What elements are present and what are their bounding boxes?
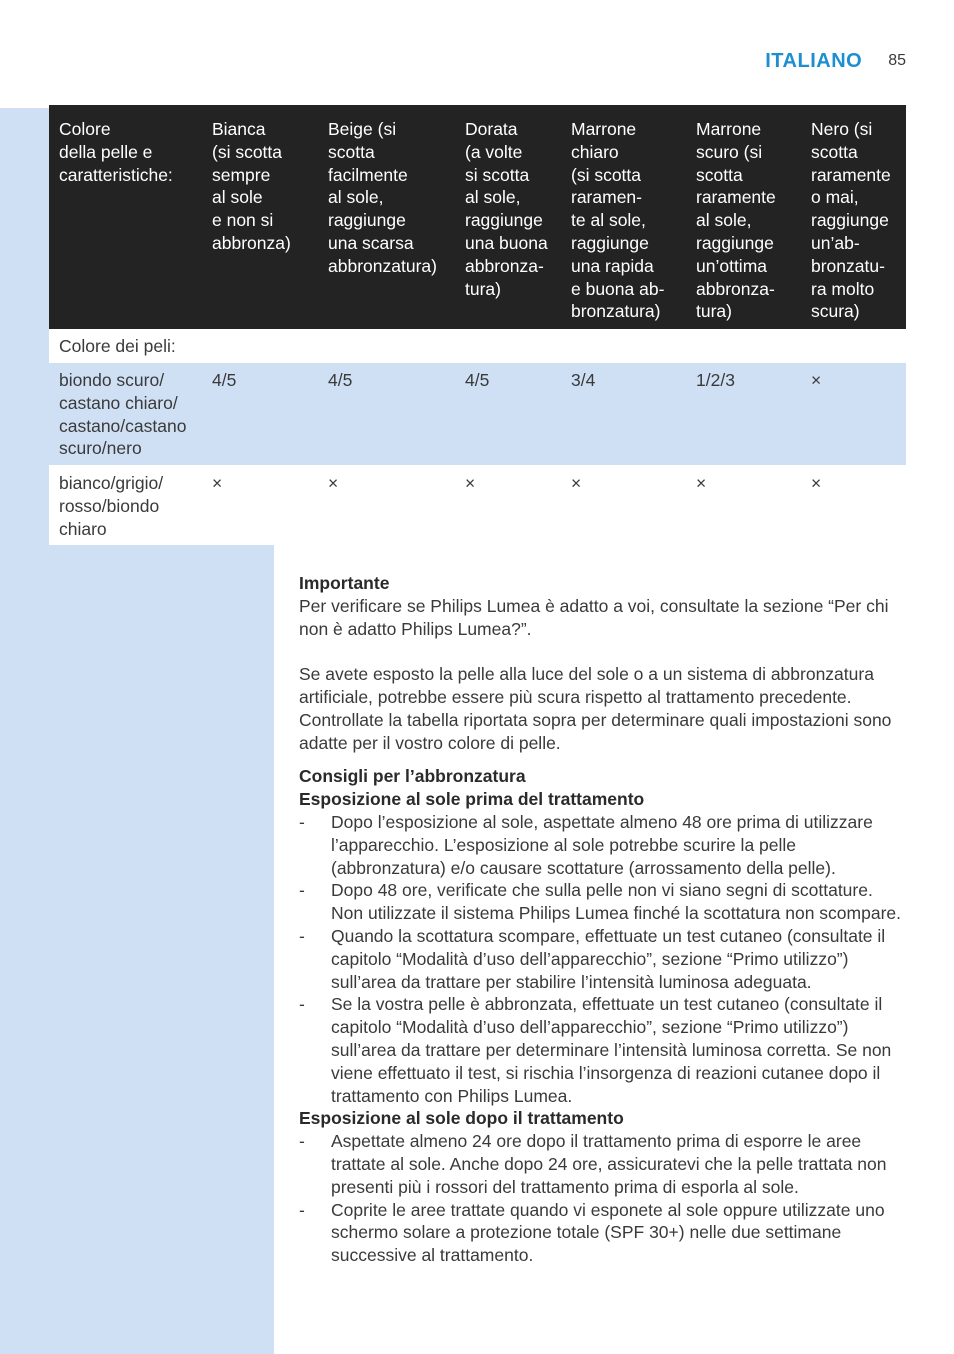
dash-bullet: -	[299, 1131, 305, 1152]
list-item-text: Aspettate almeno 24 ore dopo il trattamento prima di esporre le aree trattate al sole. Anche dopo 24 ore, assicuratevi che la pelle trattata non presenti più i rossori del trattamento prima di esporla al sole.	[331, 1131, 887, 1197]
header-cell-light-brown: Marrone chiaro (si scotta raramen- te al sole, raggiunge una rapida e buona ab- bronzatura)	[571, 119, 665, 322]
after-treatment-heading: Esposizione al sole dopo il trattamento	[299, 1108, 624, 1129]
header-cell-beige: Beige (si scotta facilmente al sole, raggiunge una scarsa abbronzatura)	[328, 119, 437, 276]
list-item	[299, 1130, 909, 1198]
table-cell: 4/5	[465, 370, 490, 390]
tanning-tips-heading: Consigli per l’abbronzatura	[299, 766, 526, 787]
list-item	[299, 811, 909, 879]
table-cell: 1/2/3	[696, 370, 735, 390]
table-cell: 3/4	[571, 370, 596, 390]
table-header-row	[49, 105, 906, 329]
table-cell: ×	[811, 370, 822, 390]
header-cell-white: Bianca (si scotta sempre al sole e non si abbronza)	[212, 119, 291, 253]
table-row	[49, 465, 906, 545]
language-label: ITALIANO	[765, 49, 863, 72]
important-paragraph-1: Per verificare se Philips Lumea è adatto a voi, consultate la sezione “Per chi non è adatto Philips Lumea?”.	[299, 595, 889, 639]
skin-hair-table	[49, 105, 906, 545]
important-heading: Importante	[299, 573, 390, 593]
table-cell: biondo scuro/ castano chiaro/ castano/castano scuro/nero	[59, 370, 187, 459]
important-paragraph-2: Se avete esposto la pelle alla luce del sole o a un sistema di abbronzatura artificiale, potrebbe essere più scura rispetto al trattamento precedente. Controllate la tabella riportata sopra per determinare quali impostazioni sono adatte per il vostro colore di pelle.	[299, 664, 892, 753]
list-item	[299, 925, 909, 993]
dash-bullet: -	[299, 925, 305, 946]
table-cell: ×	[696, 473, 707, 493]
table-cell: ×	[465, 473, 476, 493]
dash-bullet: -	[299, 880, 305, 901]
table-subheader-row	[49, 329, 906, 363]
page-number: 85	[888, 52, 906, 69]
table-row	[49, 363, 906, 465]
header-cell-black: Nero (si scotta raramente o mai, raggiunge un’ab- bronzatu- ra molto scura)	[811, 119, 891, 322]
dash-bullet: -	[299, 994, 305, 1015]
list-item	[299, 1199, 909, 1267]
before-treatment-heading: Esposizione al sole prima del trattamento	[299, 789, 645, 810]
list-item-text: Coprite le aree trattate quando vi esponete al sole oppure utilizzate uno schermo solare a protezione totale (SPF 30+) nelle due settimane successive al trattamento.	[331, 1199, 885, 1266]
table-cell: ×	[811, 473, 822, 493]
table-cell: 4/5	[328, 370, 353, 390]
list-item	[299, 879, 909, 925]
list-item-text: Quando la scottatura scompare, effettuate un test cutaneo (consultate il capitolo “Modalità d’uso dell’apparecchio”, sezione “Primo utilizzo”) sull’area da trattare per stabilire l’intensità luminosa adeguata.	[331, 925, 886, 992]
dash-bullet: -	[299, 1199, 305, 1220]
list-item-text: Dopo 48 ore, verificate che sulla pelle non vi siano segni di scottature. Non utilizzate il sistema Philips Lumea finché la scottatura non scompare.	[331, 880, 901, 924]
page-header	[765, 47, 906, 75]
table-cell: ×	[212, 473, 223, 493]
table-cell: ×	[328, 473, 339, 493]
table-cell: 4/5	[212, 370, 237, 390]
header-cell-skin-color: Colore della pelle e caratteristiche:	[59, 119, 173, 185]
table-cell: bianco/grigio/ rosso/biondo chiaro	[59, 473, 164, 539]
header-cell-golden: Dorata (a volte si scotta al sole, raggiunge una buona abbronza- tura)	[465, 119, 548, 299]
body-text	[299, 572, 909, 1267]
dash-bullet: -	[299, 811, 305, 832]
header-cell-dark-brown: Marrone scuro (si scotta raramente al sole, raggiunge un’ottima abbronza- tura)	[696, 119, 776, 322]
table-cell: ×	[571, 473, 582, 493]
list-item	[299, 993, 909, 1107]
list-item-text: Se la vostra pelle è abbronzata, effettuate un test cutaneo (consultate il capitolo “Modalità d’uso dell’apparecchio”, sezione “Primo utilizzo”) sull’area da trattare per determinare l’intensità luminosa corretta. Se non viene effettuato il test, si rischia l’insorgenza di reazioni cutanee dopo il trattamento con Philips Lumea.	[331, 994, 892, 1106]
list-item-text: Dopo l’esposizione al sole, aspettate almeno 48 ore prima di utilizzare l’apparecchio. L’esposizione al sole potrebbe scurire la pelle (abbronzatura) e/o causare scottature (arrossamento della pelle).	[331, 811, 873, 878]
hair-color-label: Colore dei peli:	[59, 336, 176, 356]
